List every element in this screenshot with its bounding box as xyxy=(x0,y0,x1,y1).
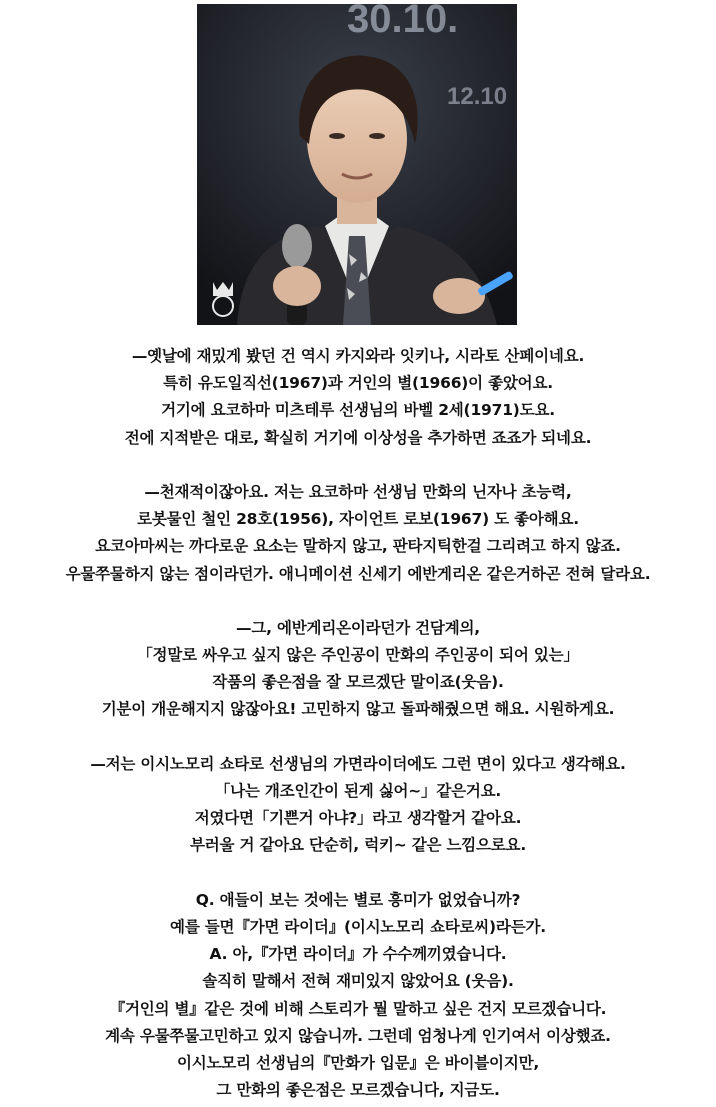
paragraph xyxy=(0,887,716,1105)
backdrop-text-bottom: 12.10 xyxy=(447,83,508,110)
text-line: 거기에 요코하마 미츠테루 선생님의 바벨 2세(1971)도요. xyxy=(161,401,555,420)
text-line: 부러울 거 같아요 단순히, 럭키~ 같은 느낌으로요. xyxy=(189,836,527,855)
paragraph xyxy=(0,479,716,588)
text-line: 솔직히 말해서 전혀 재미있지 않았어요 (웃음). xyxy=(202,972,514,991)
text-line: 「나는 개조인간이 된게 싫어~」같은거요. xyxy=(214,782,502,800)
paragraph xyxy=(0,343,716,452)
text-line: 「정말로 싸우고 싶지 않은 주인공이 만화의 주인공이 되어 있는」 xyxy=(137,646,579,665)
text-line: 요코아마씨는 까다로운 요소는 말하지 않고, 판타지틱한걸 그리려고 하지 않죠. xyxy=(95,537,621,556)
text-line: 이시노모리 선생님의『만화가 입문』은 바이블이지만, xyxy=(176,1053,540,1072)
text-line: —옛날에 재밌게 봤던 건 역시 카지와라 잇키나, 시라토 산페이네요. xyxy=(131,347,585,365)
article-body xyxy=(0,343,716,1104)
text-line: 저였다면「기쁜거 아냐?」라고 생각할거 같아요. xyxy=(194,809,522,828)
person-with-microphone-icon xyxy=(197,4,517,325)
interview-photo xyxy=(197,4,517,325)
text-line: 기분이 개운해지지 않잖아요! 고민하지 않고 돌파해줬으면 해요. 시원하게요. xyxy=(101,700,615,719)
paragraph xyxy=(0,615,716,724)
text-line: 전에 지적받은 대로, 확실히 거기에 이상성을 추가하면 죠죠가 되네요. xyxy=(124,428,592,447)
paragraph xyxy=(0,751,716,860)
text-line: 그 만화의 좋은점은 모르겠습니다, 지금도. xyxy=(216,1081,500,1100)
text-line: A. 아,『가면 라이더』가 수수께끼였습니다. xyxy=(209,945,507,964)
text-line: 작품의 좋은점을 잘 모르겠단 말이죠(웃음). xyxy=(212,673,504,692)
text-line: Q. 애들이 보는 것에는 별로 흥미가 없었습니까? xyxy=(195,890,521,909)
backdrop-text-top: 30.10. xyxy=(347,4,459,41)
paragraph-gap xyxy=(0,452,716,479)
text-line: 우물쭈물하지 않는 점이라던가. 애니메이션 신세기 에반게리온 같은거하곤 전혀 달라요. xyxy=(65,564,651,583)
paragraph-gap xyxy=(0,588,716,615)
text-line: 로봇물인 철인 28호(1956), 자이언트 로보(1967) 도 좋아해요. xyxy=(137,510,579,529)
text-line: —저는 이시노모리 쇼타로 선생님의 가면라이더에도 그런 면이 있다고 생각해요. xyxy=(90,754,626,773)
text-line: —천재적이잖아요. 저는 요코하마 선생님 만화의 닌자나 초능력, xyxy=(144,482,572,501)
text-line: 예를 들면『가면 라이더』(이시노모리 쇼타로씨)라든가. xyxy=(170,917,546,936)
paragraph-gap xyxy=(0,860,716,887)
text-line: 특히 유도일직선(1967)과 거인의 별(1966)이 좋았어요. xyxy=(163,374,553,393)
text-line: —그, 에반게리온이라던가 건담계의, xyxy=(236,618,480,637)
paragraph-gap xyxy=(0,724,716,751)
text-line: 『거인의 별』같은 것에 비해 스토리가 뭘 말하고 싶은 건지 모르겠습니다. xyxy=(109,999,607,1018)
text-line: 계속 우물쭈물고민하고 있지 않습니까. 그런데 엄청나게 인기여서 이상했죠. xyxy=(105,1026,611,1045)
